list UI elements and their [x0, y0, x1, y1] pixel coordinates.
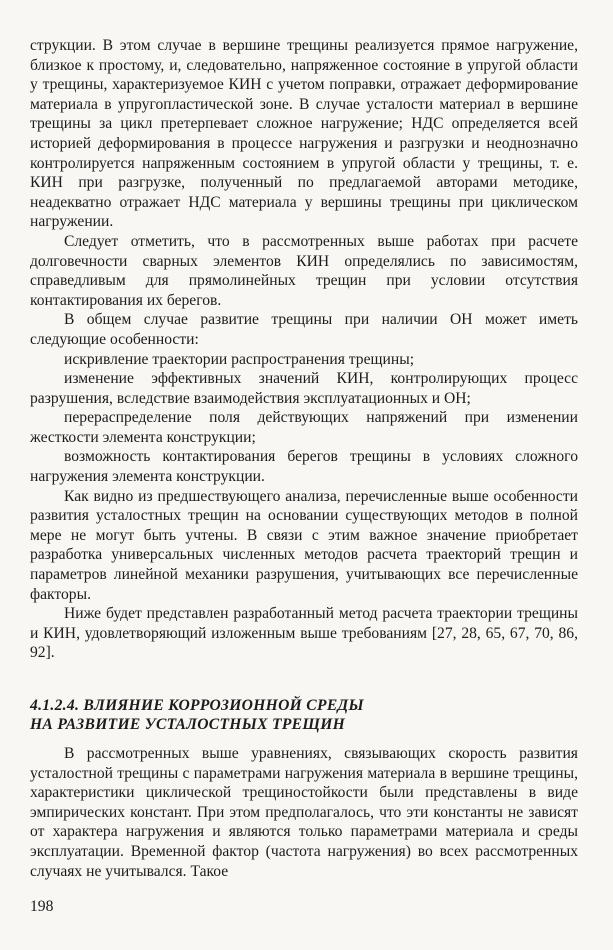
section-heading-line: НА РАЗВИТИЕ УСТАЛОСТНЫХ ТРЕЩИН — [30, 716, 346, 733]
paragraph: Как видно из предшествующего анализа, перечисленные выше особенности развития усталостных трещин на основании существующих методов в полной мере не могут быть учтены. В связи с этим важное значение приобретает разработка универсальных численных методов расчета траекторий трещин и параметров линейной механики разрушения, учитывающих все перечисленные факторы. — [30, 487, 578, 603]
list-item: искривление траектории распространения трещины; — [64, 350, 415, 368]
body-text-lower — [30, 744, 578, 881]
list-item: перераспределение поля действующих напряжений при изменении жесткости элемента конструкции; — [30, 409, 578, 446]
paragraph: Ниже будет представлен разработанный метод расчета траектории трещины и КИН, удовлетворяющий изложенным выше требованиям [27, 28, 65, 67, 70, 86, 92]. — [30, 605, 578, 662]
paragraph-continuation: струкции. В этом случае в вершине трещины реализуется прямое нагружение, близкое к простому, и, следовательно, напряженное состояние в упругой области у трещины, характеризуемое КИН с учетом поправки, отражает деформирование материала в упругопластической зоне. В случае усталости материал в вершине трещины за цикл претерпевает сложное нагружение; НДС определяется всей историей деформирования в процессе нагружения и разгрузки и неоднозначно контролируется напряженным состоянием в упругой области у трещины, т. е. КИН при разгрузке, полученный по предлагаемой авторами методике, неадекватно отражает НДС материала у вершины трещины при циклическом нагружении. — [30, 37, 578, 231]
paragraph: В рассмотренных выше уравнениях, связывающих скорость развития усталостной трещины с параметрами нагружения материала в вершине трещины, характеристики циклической трещиностойкости были представлены в виде эмпирических констант. При этом предполагалось, что эти константы не зависят от характера нагружения и являются только параметрами материала и среды эксплуатации. Временной фактор (частота нагружения) во всех рассмотренных случаях не учитывался. Такое — [30, 745, 578, 880]
page-number: 198 — [30, 898, 54, 915]
body-text-upper — [30, 36, 578, 663]
list-item: изменение эффективных значений КИН, контролирующих процесс разрушения, вследствие взаимодействия эксплуатационных и ОН; — [30, 370, 578, 407]
paragraph: В общем случае развитие трещины при наличии ОН может иметь следующие особенности: — [30, 311, 578, 348]
section-heading — [30, 696, 578, 734]
list-item: возможность контактирования берегов трещины в условиях сложного нагружения элемента конструкции. — [30, 448, 578, 486]
paragraph: Следует отметить, что в рассмотренных выше работах при расчете долговечности сварных элементов КИН определялись по зависимостям, справедливым для прямолинейных трещин при условии отсутствия контактирования их берегов. — [30, 232, 578, 309]
section-heading-line: 4.1.2.4. ВЛИЯНИЕ КОРРОЗИОННОЙ СРЕДЫ — [30, 697, 364, 714]
